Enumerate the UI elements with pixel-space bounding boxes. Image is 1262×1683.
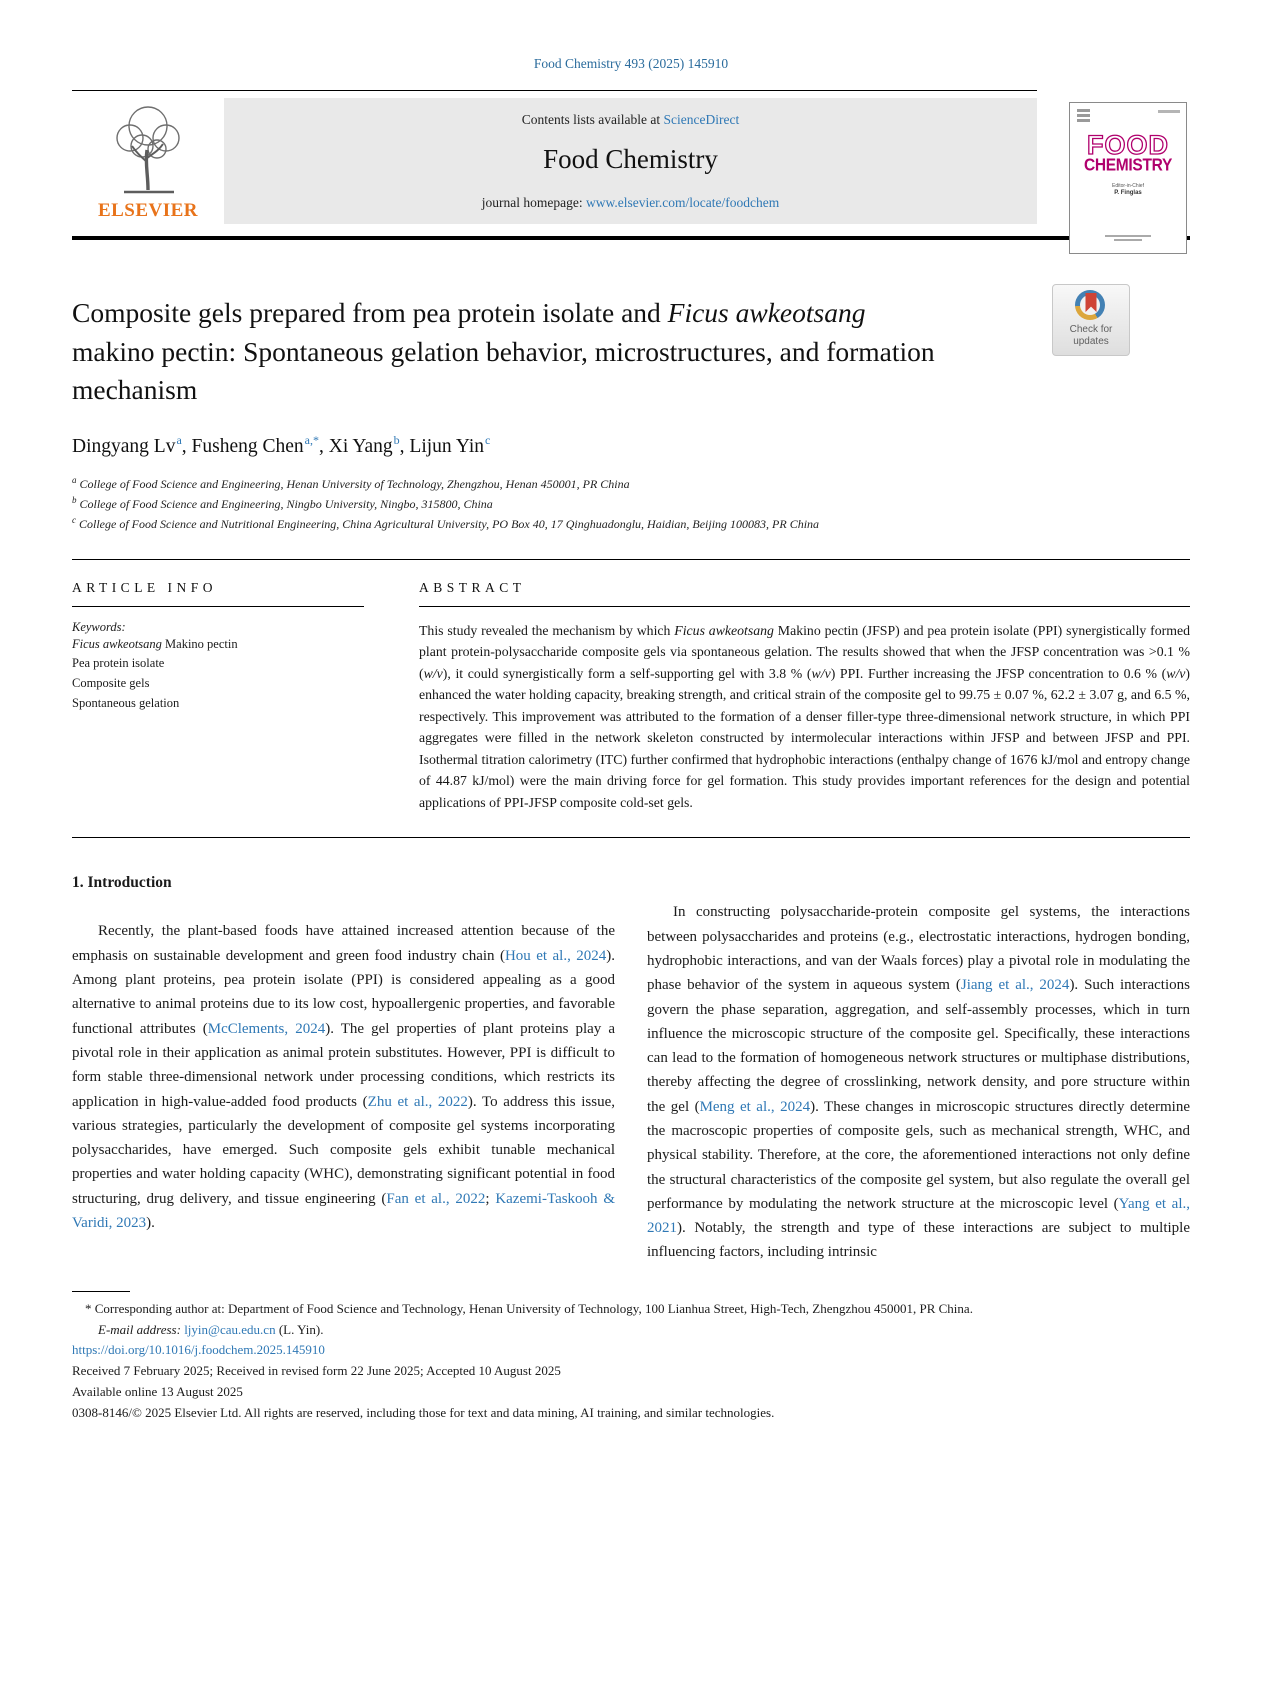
affiliation-b — [72, 494, 1190, 514]
text-segment: , Fusheng Chen — [181, 435, 304, 457]
authors-line — [72, 432, 1190, 458]
text-segment: a,* — [304, 432, 319, 447]
journal-header-band — [72, 90, 1190, 240]
affiliations — [72, 474, 1190, 535]
text-segment: Ficus awkeotsang — [674, 622, 774, 638]
email-line — [98, 1320, 1190, 1341]
abstract-heading: ABSTRACT — [419, 579, 526, 595]
keyword-item — [72, 674, 364, 694]
citation-link[interactable]: Yang et al., 2021 — [647, 1195, 1191, 1237]
cover-issn-bar — [1158, 110, 1180, 113]
contents-prefix: Contents lists available at — [521, 111, 664, 127]
text-segment: Composite gels prepared from pea protein isolate and — [72, 297, 668, 328]
text-segment: ), it could synergistically form a self-supporting gel with 3.8 % ( — [442, 665, 812, 681]
text-segment: ). The gel properties of plant proteins play a pivotal role in their application as animal protein substitutes. However, PPI is difficult to form stable three-dimensional network under processing conditions, which restricts its application in high-value-added food products ( — [72, 1020, 615, 1110]
intro-paragraph-2 — [647, 900, 1190, 1264]
abstract-text — [419, 620, 1190, 814]
abstract-column — [419, 580, 1190, 814]
header-thick-rule — [72, 236, 1190, 240]
text-segment: Makino pectin — [161, 636, 238, 651]
footnote-rule — [72, 1291, 130, 1292]
contents-line — [522, 112, 739, 128]
text-segment: a — [176, 432, 182, 447]
article-title — [72, 294, 952, 410]
journal-title: Food Chemistry — [543, 143, 718, 174]
email-suffix: (L. Yin). — [275, 1321, 324, 1337]
text-segment: Makino pectin (JFSP) and pea protein isolate (PPI) synergistically formed plant protein-polysaccharide composite gels via spontaneous gelation. The results showed that when the JFSP concentration was >0.1 % ( — [419, 622, 1190, 681]
article-info-column — [72, 580, 364, 814]
check-for-updates-badge[interactable] — [1052, 284, 1130, 356]
citation-link[interactable]: Fan et al., 2022 — [386, 1190, 486, 1207]
keyword-item — [72, 654, 364, 674]
introduction-heading: 1. Introduction — [72, 874, 172, 892]
text-segment: Ficus awkeotsang — [72, 636, 162, 651]
text-segment: w/v — [1166, 665, 1186, 681]
text-segment: , Xi Yang — [318, 435, 393, 457]
affiliation-sup: b — [72, 494, 77, 505]
text-segment: b — [393, 432, 400, 447]
article-info-heading: ARTICLE INFO — [72, 579, 218, 595]
cover-publisher-mark — [1077, 109, 1090, 125]
text-segment: ). These changes in microscopic structures directly determine the macroscopic properties of composite gels, such as mechanical strength, WHC, and physical stability. Therefore, at the core, the aforementioned interactions not only define the structural characteristics of the composite gel system, but also regulate the overall gel performance by modulating the network structure at the microscopic level ( — [647, 1098, 1190, 1212]
cover-title-chemistry: CHEMISTRY — [1083, 155, 1172, 176]
text-segment: ) enhanced the water holding capacity, breaking strength, and critical strain of the composite gel to 99.75 ± 0.07 %, 62.2 ± 3.07 g, and 6.5 %, respectively. This improvement was attributed to the formation of a denser filler-type three-dimensional network structure, in which PPI aggregates were filled in the network skeleton constructed by intermolecular interactions within JFSP and between JFSP and PPI. Isothermal titration calorimetry (ITC) further confirmed that hydrophobic interactions (enthalpy change of 1676 kJ/mol and entropy change of 44.87 kJ/mol) were the main driving force for gel formation. This study provides important references for the design and potential applications of PPI-JFSP composite cold-set gels. — [419, 665, 1190, 810]
corresponding-author-note: * Corresponding author at: Department of Food Science and Technology, Henan University of Technology, 100 Lianhua Street, High-Tech, Zhengzhou 450001, PR China. — [85, 1300, 973, 1316]
journal-masthead-box — [224, 98, 1037, 224]
email-label: E-mail address: — [98, 1321, 181, 1337]
elsevier-wordmark: ELSEVIER — [97, 200, 199, 221]
affiliation-text: College of Food Science and Engineering, Ningbo University, Ningbo, 315800, China — [79, 496, 493, 511]
section-divider — [72, 559, 1190, 560]
text-segment: In constructing polysaccharide-protein composite gel systems, the interactions between polysaccharides and proteins (e.g., electrostatic interactions, hydrogen bonding, hydrophobic interactions, and van der Waals forces) play a pivotal role in modulating the phase behavior of the system in aqueous system ( — [647, 904, 1190, 994]
elsevier-tree-icon — [102, 100, 194, 198]
doi-link: https://doi.org/10.1016/j.foodchem.2025.145910 — [72, 1342, 325, 1358]
text-segment: ). To address this issue, various strategies, particularly the development of composite gel systems incorporating polysaccharides, have emerged. Such composite gels exhibit tunable mechanical properties and water holding capacity (WHC), demonstrating significant potential in food structuring, drug delivery, and tissue engineering ( — [72, 1093, 616, 1207]
email-link[interactable]: ljyin@cau.edu.cn — [184, 1321, 276, 1337]
text-segment: ; — [485, 1190, 496, 1207]
text-segment: makino pectin: Spontaneous gelation behavior, microstructures, and formation mechanism — [72, 335, 935, 405]
section-divider — [72, 837, 1190, 838]
text-segment: w/v — [811, 665, 831, 681]
text-segment: Composite gels — [72, 676, 150, 691]
citation-link[interactable]: Meng et al., 2024 — [699, 1098, 811, 1115]
citation-link[interactable]: Jiang et al., 2024 — [960, 977, 1070, 994]
text-segment: Spontaneous gelation — [72, 695, 180, 710]
received-dates: Received 7 February 2025; Received in revised form 22 June 2025; Accepted 10 August 2025 — [72, 1363, 561, 1379]
check-for-updates-icon — [1075, 290, 1107, 322]
text-segment: ) PPI. Further increasing the JFSP concentration to 0.6 % ( — [830, 665, 1167, 681]
text-segment: ). Among plant proteins, pea protein isolate (PPI) is considered appealing as a good alternative to animal proteins due to its low cost, hypoallergenic properties, and favorable functional attributes ( — [72, 947, 616, 1037]
text-segment: Recently, the plant-based foods have attained increased attention because of the emphasis on sustainable development and green food industry chain ( — [72, 923, 615, 964]
affiliation-text: College of Food Science and Engineering, Henan University of Technology, Zhengzhou, Henan 450001, PR China — [79, 476, 630, 491]
keywords-label: Keywords: — [72, 619, 126, 634]
cover-editor-label: Editor-in-Chief — [1112, 183, 1144, 190]
text-segment: This study revealed the mechanism by which — [419, 622, 675, 638]
affiliation-a — [72, 474, 1190, 494]
intro-left-column — [72, 870, 615, 1264]
affiliation-c — [72, 514, 1190, 534]
cover-editor-name: P. Finglas — [1114, 190, 1142, 197]
cover-title-food: FOOD — [1087, 130, 1169, 160]
homepage-prefix: journal homepage: — [481, 194, 586, 210]
elsevier-logo — [72, 98, 224, 224]
affiliation-sup: c — [72, 515, 76, 526]
citation-link[interactable]: McClements, 2024 — [207, 1020, 326, 1037]
sciencedirect-link[interactable]: ScienceDirect — [663, 111, 740, 127]
journal-cover-thumbnail[interactable] — [1069, 102, 1187, 254]
available-online: Available online 13 August 2025 — [72, 1383, 243, 1399]
text-segment: ). Notably, the strength and type of these interactions are subject to multiple influencing factors, including intrinsic — [647, 1220, 1190, 1261]
footnote-block — [72, 1291, 1190, 1424]
cover-fineprint-bars — [1105, 233, 1151, 243]
keyword-item — [72, 694, 364, 714]
abstract-rule — [419, 606, 1190, 607]
homepage-line — [482, 195, 780, 211]
text-segment: w/v — [423, 665, 443, 681]
journal-homepage-link[interactable]: www.elsevier.com/locate/foodchem — [585, 194, 780, 210]
affiliation-text: College of Food Science and Nutritional Engineering, China Agricultural University, PO Box 40, 17 Qinghuadonglu, Haidian, Beijing 100083, PR China — [79, 517, 820, 532]
text-segment: , Lijun Yin — [399, 435, 484, 457]
intro-right-column — [647, 870, 1190, 1264]
citation-link[interactable]: Hou et al., 2024 — [504, 947, 607, 964]
intro-paragraph-1 — [72, 919, 615, 1235]
text-segment: Ficus awkeotsang — [667, 297, 866, 328]
journal-citation-header: Food Chemistry 493 (2025) 145910 — [533, 56, 729, 71]
copyright-line: 0308-8146/© 2025 Elsevier Ltd. All rights are reserved, including those for text and data mining, AI training, and similar technologies. — [72, 1404, 775, 1420]
citation-link[interactable]: Zhu et al., 2022 — [367, 1093, 468, 1110]
keyword-item — [72, 635, 364, 655]
text-segment: ). — [146, 1214, 155, 1231]
text-segment: ). Such interactions govern the phase separation, aggregation, and self-assembly processes, which in turn influence the microscopic structure of the composite gel. Specifically, these interactions can lead to the formation of homogeneous network structures or multiphase distributions, thereby affecting the degree of crosslinking, network density, and pore structure within the gel ( — [647, 977, 1190, 1115]
text-segment: Dingyang Lv — [72, 435, 176, 457]
text-segment: Pea protein isolate — [72, 656, 165, 671]
cover-editor-block — [1070, 183, 1186, 196]
check-for-updates-label: Check for updates — [1069, 324, 1113, 347]
affiliation-sup: a — [72, 474, 77, 485]
article-info-rule — [72, 606, 364, 607]
text-segment: c — [485, 432, 491, 447]
citation-link[interactable]: Kazemi-Taskooh & Varidi, 2023 — [72, 1190, 615, 1231]
